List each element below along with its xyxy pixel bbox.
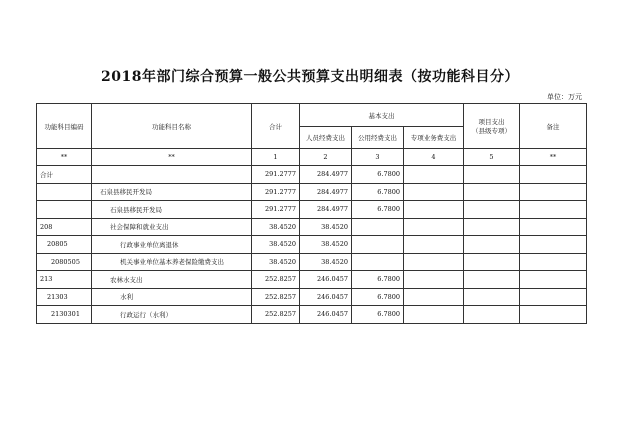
header-remark: 备注 [520, 104, 587, 149]
cell-name: 行政运行（水利） [92, 306, 252, 324]
cell-total: 291.2777 [252, 183, 300, 201]
cell-special [404, 306, 464, 324]
cell-project [464, 166, 520, 184]
cell-code: 21303 [37, 288, 92, 306]
cell-code: 合计 [37, 166, 92, 184]
index-cell: ** [92, 149, 252, 166]
table-row [37, 271, 587, 289]
cell-project [464, 236, 520, 254]
unit-label: 单位：万元 [547, 93, 582, 101]
table-row [37, 166, 587, 184]
header-total: 合计 [252, 104, 300, 149]
header-special: 专项业务费支出 [404, 127, 464, 149]
cell-code: 208 [37, 218, 92, 236]
cell-public: 6.7800 [352, 306, 404, 324]
cell-project [464, 201, 520, 219]
cell-public: 6.7800 [352, 201, 404, 219]
header-code: 功能科目编码 [37, 104, 92, 149]
cell-name: 石泉县移民开发局 [92, 183, 252, 201]
table-row [37, 306, 587, 324]
cell-remark [520, 288, 587, 306]
header-project-line1: 项目支出 [478, 118, 505, 126]
index-cell: 2 [300, 149, 352, 166]
cell-code: 2130301 [37, 306, 92, 324]
header-project [464, 104, 520, 149]
cell-project [464, 183, 520, 201]
cell-remark [520, 271, 587, 289]
cell-total: 38.4520 [252, 253, 300, 271]
header-name: 功能科目名称 [92, 104, 252, 149]
cell-personnel: 246.0457 [300, 271, 352, 289]
table-row [37, 183, 587, 201]
cell-public [352, 236, 404, 254]
header-row-1 [37, 104, 587, 127]
index-row [37, 149, 587, 166]
cell-public: 6.7800 [352, 271, 404, 289]
cell-personnel: 38.4520 [300, 218, 352, 236]
cell-special [404, 183, 464, 201]
cell-name: 石泉县移民开发局 [92, 201, 252, 219]
cell-code: 213 [37, 271, 92, 289]
cell-special [404, 253, 464, 271]
cell-public [352, 218, 404, 236]
cell-personnel: 38.4520 [300, 236, 352, 254]
header-public: 公用经费支出 [352, 127, 404, 149]
cell-special [404, 271, 464, 289]
expenditure-table [36, 103, 587, 324]
cell-code: 20805 [37, 236, 92, 254]
cell-name: 行政事业单位离退休 [92, 236, 252, 254]
cell-total: 291.2777 [252, 201, 300, 219]
index-cell: ** [520, 149, 587, 166]
cell-special [404, 218, 464, 236]
table-row [37, 253, 587, 271]
cell-project [464, 271, 520, 289]
cell-total: 252.8257 [252, 271, 300, 289]
cell-code: 2080505 [37, 253, 92, 271]
cell-remark [520, 166, 587, 184]
cell-special [404, 201, 464, 219]
page-title: 2018年部门综合预算一般公共预算支出明细表（按功能科目分） [101, 69, 519, 85]
cell-total: 252.8257 [252, 306, 300, 324]
table-row [37, 201, 587, 219]
cell-public: 6.7800 [352, 166, 404, 184]
index-cell: 4 [404, 149, 464, 166]
cell-special [404, 236, 464, 254]
cell-name: 农林水支出 [92, 271, 252, 289]
cell-code [37, 201, 92, 219]
cell-code [37, 183, 92, 201]
cell-total: 38.4520 [252, 218, 300, 236]
header-personnel: 人员经费支出 [300, 127, 352, 149]
cell-remark [520, 236, 587, 254]
header-basic: 基本支出 [300, 104, 464, 127]
cell-personnel: 246.0457 [300, 288, 352, 306]
cell-remark [520, 218, 587, 236]
cell-project [464, 253, 520, 271]
cell-remark [520, 201, 587, 219]
header-project-line2: （县级专项） [472, 127, 511, 135]
cell-name: 机关事业单位基本养老保险缴费支出 [92, 253, 252, 271]
index-cell: 3 [352, 149, 404, 166]
cell-special [404, 166, 464, 184]
cell-total: 38.4520 [252, 236, 300, 254]
index-cell: 1 [252, 149, 300, 166]
cell-public: 6.7800 [352, 288, 404, 306]
cell-name: 社会保障和就业支出 [92, 218, 252, 236]
cell-personnel: 284.4977 [300, 183, 352, 201]
cell-public: 6.7800 [352, 183, 404, 201]
cell-personnel: 246.0457 [300, 306, 352, 324]
table-row [37, 218, 587, 236]
cell-project [464, 288, 520, 306]
cell-personnel: 284.4977 [300, 201, 352, 219]
cell-remark [520, 253, 587, 271]
cell-total: 291.2777 [252, 166, 300, 184]
index-cell: 5 [464, 149, 520, 166]
cell-remark [520, 306, 587, 324]
cell-public [352, 253, 404, 271]
cell-project [464, 306, 520, 324]
cell-name [92, 166, 252, 184]
cell-total: 252.8257 [252, 288, 300, 306]
cell-personnel: 38.4520 [300, 253, 352, 271]
index-cell: ** [37, 149, 92, 166]
table-row [37, 236, 587, 254]
cell-name: 水利 [92, 288, 252, 306]
table-row [37, 288, 587, 306]
cell-remark [520, 183, 587, 201]
cell-personnel: 284.4977 [300, 166, 352, 184]
cell-project [464, 218, 520, 236]
cell-special [404, 288, 464, 306]
